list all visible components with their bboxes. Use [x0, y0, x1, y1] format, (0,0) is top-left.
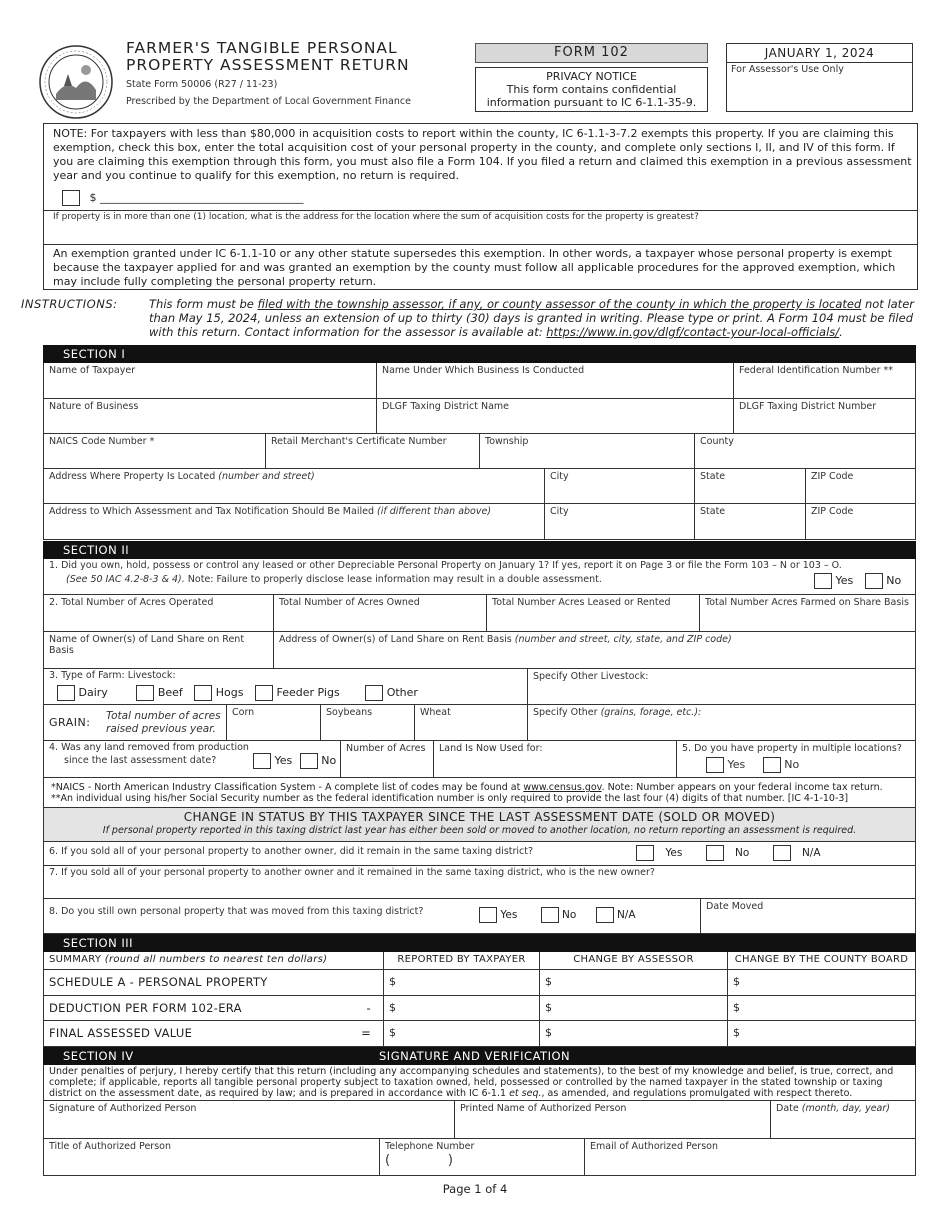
q8-row: 8. Do you still own personal property that was moved from this taxing district? Yes No N/A Date Moved — [43, 899, 916, 934]
section2-q4-row: 4. Was any land removed from production since the last assessment date? Yes No Number of Acres Land Is Now Used for: 5. Do you have property in multiple locations? Yes No — [43, 741, 916, 778]
district-number-field[interactable]: DLGF Taxing District Number — [733, 399, 915, 433]
page-number: Page 1 of 4 — [442, 1182, 508, 1196]
section2-acres-row — [43, 595, 916, 632]
corn-field[interactable]: Corn — [226, 705, 320, 740]
form-number-box: FORM 102 — [475, 43, 708, 63]
county-field[interactable]: County — [694, 434, 915, 468]
form-title: FARMER'S TANGIBLE PERSONAL PROPERTY ASSESSMENT RETURN — [126, 39, 410, 74]
contact-link[interactable]: https://www.in.gov/dlgf/contact-your-local-officials/ — [546, 325, 840, 339]
census-link[interactable]: www.census.gov — [523, 782, 602, 793]
exemption-checkbox[interactable] — [62, 190, 80, 206]
q7-row[interactable]: 7. If you sold all of your personal property to another owner and it remained in the same taxing district, who is the new owner? — [43, 866, 916, 899]
section1-row2 — [43, 399, 916, 434]
title-field[interactable]: Title of Authorized Person — [49, 1141, 171, 1152]
dairy-checkbox[interactable] — [57, 685, 75, 701]
owner-name-field[interactable]: Name of Owner(s) of Land Share on Rent Basis — [49, 634, 245, 656]
signature-row — [43, 1101, 916, 1139]
assessor-use-box[interactable]: For Assessor's Use Only — [726, 62, 913, 112]
schedule-a-board[interactable]: $ — [727, 970, 915, 995]
q4-no-checkbox[interactable] — [300, 753, 318, 769]
fein-field[interactable]: Federal Identification Number ** — [733, 363, 915, 398]
change-status-header: CHANGE IN STATUS BY THIS TAXPAYER SINCE THE LAST ASSESSMENT DATE (SOLD OR MOVED) If personal property reported in this taxing district last year has either been sold or moved to another location, no return reporting an assessment is required. — [43, 808, 916, 842]
section1-row3 — [43, 434, 916, 469]
specify-livestock-field[interactable]: Specify Other Livestock: — [527, 669, 915, 704]
wheat-field[interactable]: Wheat — [414, 705, 527, 740]
schedule-a-assessor[interactable]: $ — [539, 970, 727, 995]
mailing-zip-field[interactable]: ZIP Code — [805, 504, 915, 539]
section2-q1-row: 1. Did you own, hold, possess or control any leased or other Depreciable Personal Property on January 1? If yes, report it on Page 3 or file the Form 103 – N or 103 – O. (See 50 IAC 4.2-8-3 & 4). Note: Failure to properly disclose lease information may result in a double assessment. Yes No — [43, 559, 916, 595]
privacy-notice: PRIVACY NOTICE This form contains confidential information pursuant to IC 6-1.1-35-9. — [475, 67, 708, 112]
q5-no-checkbox[interactable] — [763, 757, 781, 773]
business-name-field[interactable]: Name Under Which Business Is Conducted — [376, 363, 733, 398]
q6-na-checkbox[interactable] — [773, 845, 791, 861]
q6-row: 6. If you sold all of your personal property to another owner, did it remain in the same taxing district? Yes No N/A — [43, 842, 916, 866]
section1-row1 — [43, 363, 916, 399]
assessment-date: JANUARY 1, 2024 — [726, 43, 913, 63]
perjury-row — [43, 1065, 916, 1101]
note-text: NOTE: For taxpayers with less than $80,000 in acquisition costs to report within the county, IC 6-1.1-3-7.2 exempts this property. If you are claiming this exemption, check this box, enter the total acquisition cost of your personal property in the county, and complete only sections I, II, and IV of this form. If you are claiming this exemption through this form, you must also file a Form 104. If you filed a return and claimed this exemption in a previous assessment year and you continue to qualify for this exemption, no return is required. — [53, 127, 912, 182]
section-1-header: SECTION I — [43, 345, 916, 363]
section-3-header: SECTION III — [43, 934, 916, 952]
deduction-assessor[interactable]: $ — [539, 996, 727, 1020]
printed-name-field[interactable]: Printed Name of Authorized Person — [454, 1101, 770, 1138]
q6-no-checkbox[interactable] — [706, 845, 724, 861]
instructions: INSTRUCTIONS: This form must be filed with the township assessor, if any, or county assessor of the county in which the property is located not later than May 15, 2024, unless an extension of up to thirty (30) days is granted in writing. Please type or print. A Form 104 must be filed with this return. Contact information for the assessor is available at: https://www.in.gov/dlgf/contact-your-local-officials/. — [21, 297, 914, 339]
contact-row — [43, 1139, 916, 1176]
note-box — [43, 123, 918, 290]
perjury-statement: Under penalties of perjury, I hereby certify that this return (including any accompanying schedules and statements), to the best of my knowledge and belief, is true, correct, and complete; if applicable, reports all tangible personal property subject to taxation owned, held, possessed or controlled by the named taxpayer in the stated township or taxing district on the assessment date, as required by law; and is prepared in accordance with IC 6-1.1 et seq., as amended, and regulations promulgated with respect thereto. — [49, 1066, 894, 1099]
state-form-number: State Form 50006 (R27 / 11-23) — [126, 79, 278, 90]
q4-yes-checkbox[interactable] — [253, 753, 271, 769]
section-2-header: SECTION II — [43, 541, 916, 559]
number-acres-field[interactable]: Number of Acres — [340, 741, 433, 777]
township-field[interactable]: Township — [479, 434, 694, 468]
owner-address-field[interactable]: Address of Owner(s) of Land Share on Rent Basis (number and street, city, state, and ZIP code) — [273, 632, 915, 668]
acres-operated-field[interactable]: 2. Total Number of Acres Operated — [49, 597, 214, 608]
nature-business-field[interactable]: Nature of Business — [49, 401, 139, 412]
property-city-field[interactable]: City — [544, 469, 694, 503]
acres-leased-field[interactable]: Total Number Acres Leased or Rented — [486, 595, 699, 631]
deduction-reported[interactable]: $ — [383, 996, 539, 1020]
mailing-address-field[interactable]: Address to Which Assessment and Tax Notification Should Be Mailed (if different than above) — [49, 506, 492, 517]
q5-cell: 5. Do you have property in multiple locations? Yes No — [676, 741, 915, 777]
section1-row4 — [43, 469, 916, 504]
supersede-text: An exemption granted under IC 6-1.1-10 or any other statute supersedes this exemption. In other words, a taxpayer whose personal property is exempt because the taxpayer applied for and was granted an exemption by the county must follow all applicable procedures for the approved exemption, which may include fully completing the personal property return. — [53, 247, 896, 288]
summary-header-row: SUMMARY (round all numbers to nearest ten dollars) REPORTED BY TAXPAYER CHANGE BY ASSESSOR CHANGE BY THE COUNTY BOARD — [43, 952, 916, 970]
mailing-state-field[interactable]: State — [694, 504, 805, 539]
q1-no-checkbox[interactable] — [865, 573, 883, 589]
section2-owner-row — [43, 632, 916, 669]
date-moved-field[interactable]: Date Moved — [700, 899, 915, 933]
q8-no-checkbox[interactable] — [541, 907, 559, 923]
location-question[interactable]: If property is in more than one (1) location, what is the address for the location where the sum of acquisition costs for the property is greatest? — [53, 212, 699, 222]
q6-yes-checkbox[interactable] — [636, 845, 654, 861]
summary-row-schedule-a: SCHEDULE A - PERSONAL PROPERTY $ $ $ — [43, 970, 916, 996]
deduction-board[interactable]: $ — [727, 996, 915, 1020]
final-assessor[interactable]: $ — [539, 1021, 727, 1046]
instructions-label: INSTRUCTIONS: — [21, 297, 118, 311]
prescribed-by: Prescribed by the Department of Local Government Finance — [126, 96, 411, 107]
section2-farm-row: 3. Type of Farm: Livestock: Dairy Beef Hogs Feeder Pigs Other Specify Other Livestock: — [43, 669, 916, 705]
property-state-field[interactable]: State — [694, 469, 805, 503]
taxpayer-name-field[interactable]: Name of Taxpayer — [49, 365, 136, 376]
land-used-field[interactable]: Land Is Now Used for: — [433, 741, 676, 777]
mailing-city-field[interactable]: City — [544, 504, 694, 539]
acres-share-field[interactable]: Total Number Acres Farmed on Share Basis — [699, 595, 915, 631]
property-zip-field[interactable]: ZIP Code — [805, 469, 915, 503]
q8-na-checkbox[interactable] — [596, 907, 614, 923]
summary-row-final: FINAL ASSESSED VALUE = $ $ $ — [43, 1021, 916, 1047]
section-4-header: SECTION IV SIGNATURE AND VERIFICATION — [43, 1047, 916, 1065]
feeder-pigs-checkbox[interactable] — [255, 685, 273, 701]
summary-row-deduction: DEDUCTION PER FORM 102-ERA - $ $ $ — [43, 996, 916, 1021]
section2-grain-row: GRAIN: Total number of acres raised previous year. Corn Soybeans Wheat Specify Other (grains, forage, etc.): — [43, 705, 916, 741]
property-address-field[interactable]: Address Where Property Is Located (number and street) — [49, 471, 315, 482]
acres-owned-field[interactable]: Total Number of Acres Owned — [273, 595, 486, 631]
beef-checkbox[interactable] — [136, 685, 154, 701]
naics-field[interactable]: NAICS Code Number * — [49, 436, 155, 447]
naics-footnote: *NAICS - North American Industry Classification System - A complete list of codes may be found at www.census.gov. Note: Number appears on your federal income tax return. — [51, 782, 883, 793]
schedule-a-reported[interactable]: $ — [383, 970, 539, 995]
state-seal — [38, 44, 114, 120]
q1-yes-checkbox[interactable] — [814, 573, 832, 589]
final-reported[interactable]: $ — [383, 1021, 539, 1046]
other-livestock-checkbox[interactable] — [365, 685, 383, 701]
q8-yes-checkbox[interactable] — [479, 907, 497, 923]
final-board[interactable]: $ — [727, 1021, 915, 1046]
q1-text: 1. Did you own, hold, possess or control any leased or other Depreciable Personal Property on January 1? If yes, report it on Page 3 or file the Form 103 – N or 103 – O. — [49, 560, 842, 571]
signature-date-field[interactable]: Date (month, day, year) — [770, 1101, 915, 1138]
specify-other-grain-field[interactable]: Specify Other (grains, forage, etc.): — [527, 705, 915, 740]
q5-yes-checkbox[interactable] — [706, 757, 724, 773]
signature-field[interactable]: Signature of Authorized Person — [49, 1103, 197, 1114]
ssn-footnote: **An individual using his/her Social Security number as the federal identification number is only required to provide the last four (4) digits of that number. [IC 4-1-10-3] — [51, 793, 849, 804]
telephone-field[interactable]: Telephone Number ( ) — [379, 1139, 584, 1175]
exemption-amount[interactable]: $ _____________________________________ — [89, 191, 304, 204]
retail-cert-field[interactable]: Retail Merchant's Certificate Number — [265, 434, 479, 468]
footnotes-row — [43, 778, 916, 808]
email-field[interactable]: Email of Authorized Person — [584, 1139, 915, 1175]
section1-row5 — [43, 504, 916, 540]
district-name-field[interactable]: DLGF Taxing District Name — [376, 399, 733, 433]
hogs-checkbox[interactable] — [194, 685, 212, 701]
soybeans-field[interactable]: Soybeans — [320, 705, 414, 740]
